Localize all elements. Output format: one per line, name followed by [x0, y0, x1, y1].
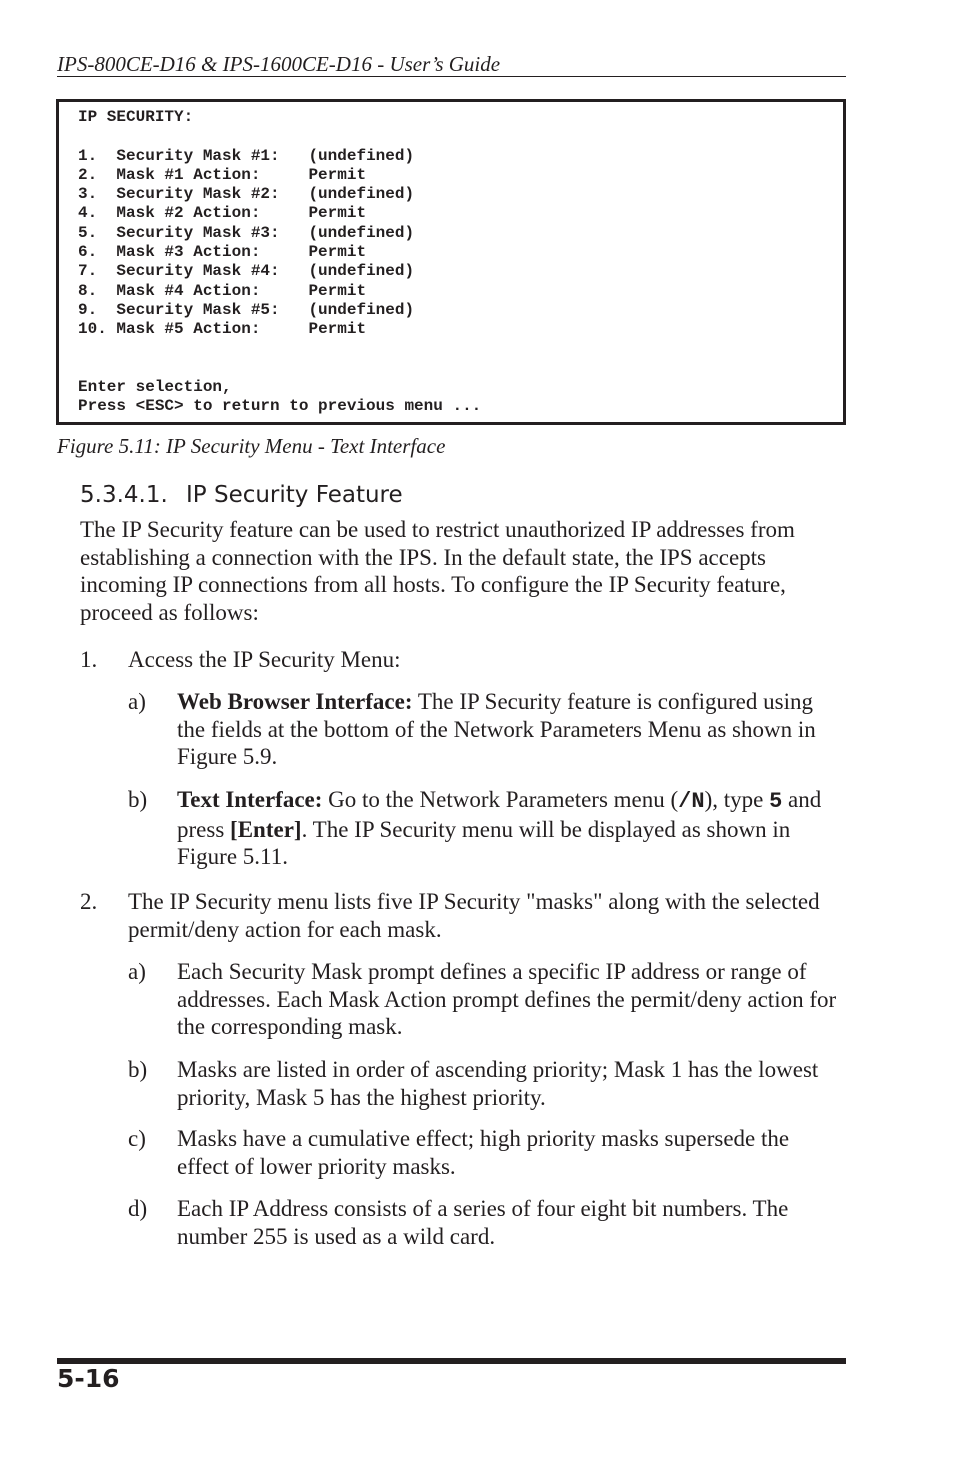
- intro-paragraph: The IP Security feature can be used to restrict unauthorized IP addresses from establishing a connection with the IPS. In the default state, the IPS accepts incoming IP connections from all hosts. To configure the IP Security feature, proceed as follows:: [80, 517, 795, 626]
- terminal-prompt-line1: Enter selection,: [78, 378, 232, 397]
- substep-label: c): [128, 1126, 146, 1151]
- menu-row-9: 9. Security Mask #5: (undefined): [78, 300, 415, 319]
- substep-label: b): [128, 787, 148, 812]
- menu-row-7: 7. Security Mask #4: (undefined): [78, 262, 415, 281]
- substep-text: Masks are listed in order of ascending priority; Mask 1 has the lowest priority, Mask 5 has the highest priority.: [177, 1057, 819, 1110]
- terminal-text: [78, 108, 481, 417]
- menu-row-1: 1. Security Mask #1: (undefined): [78, 146, 415, 165]
- menu-row-2: 2. Mask #1 Action: Permit: [78, 165, 367, 184]
- section-number: 5.3.4.1.: [80, 482, 168, 508]
- substep-label: b): [128, 1057, 148, 1082]
- section-title: IP Security Feature: [186, 482, 403, 508]
- command-code: /N: [678, 789, 705, 814]
- substep-text: Web Browser Interface: The IP Security feature is configured using the fields at the bottom of the Network Parameters Menu as shown in Figure 5.9.: [177, 689, 816, 770]
- menu-row-6: 6. Mask #3 Action: Permit: [78, 243, 367, 262]
- substep-bold-lead: Web Browser Interface:: [177, 689, 413, 714]
- step-number: 2.: [80, 889, 98, 914]
- figure-caption: Figure 5.11: IP Security Menu - Text Interface: [57, 434, 446, 458]
- substep-text: Masks have a cumulative effect; high priority masks supersede the effect of lower priority masks.: [177, 1126, 790, 1179]
- enter-key-label: [Enter]: [230, 816, 302, 842]
- menu-row-10: 10. Mask #5 Action: Permit: [78, 320, 367, 339]
- menu-row-3: 3. Security Mask #2: (undefined): [78, 185, 415, 204]
- page-number: 5-16: [57, 1364, 120, 1393]
- step-number: 1.: [80, 647, 98, 672]
- substep-bold-lead: Text Interface:: [177, 787, 323, 812]
- header-rule: [57, 76, 846, 77]
- substep-text: Text Interface: Go to the Network Parameters menu (/N), type 5 and press [Enter]. The IP Security menu will be displayed as shown in Figure 5.11.: [177, 787, 822, 870]
- menu-row-5: 5. Security Mask #3: (undefined): [78, 223, 415, 242]
- terminal-title: IP SECURITY:: [78, 108, 194, 126]
- section-heading: [80, 480, 403, 510]
- running-header: IPS-800CE-D16 & IPS-1600CE-D16 - User’s Guide: [57, 52, 501, 76]
- menu-row-8: 8. Mask #4 Action: Permit: [78, 281, 367, 300]
- menu-row-4: 4. Mask #2 Action: Permit: [78, 204, 367, 223]
- key-code: 5: [769, 789, 783, 814]
- terminal-prompt-line2: Press <ESC> to return to previous menu ...: [78, 397, 482, 416]
- substep-text: Each IP Address consists of a series of four eight bit numbers. The number 255 is used as a wild card.: [177, 1196, 789, 1249]
- substep-label: a): [128, 959, 146, 984]
- substep-label: a): [128, 689, 146, 714]
- step-text: Access the IP Security Menu:: [128, 647, 401, 672]
- substep-label: d): [128, 1196, 148, 1221]
- footer-rule: [57, 1358, 846, 1364]
- step-text: The IP Security menu lists five IP Security "masks" along with the selected permit/deny action for each mask.: [128, 889, 820, 942]
- substep-text: Each Security Mask prompt defines a specific IP address or range of addresses. Each Mask Action prompt defines the permit/deny action for the corresponding mask.: [177, 959, 837, 1040]
- terminal-screen: [56, 99, 846, 425]
